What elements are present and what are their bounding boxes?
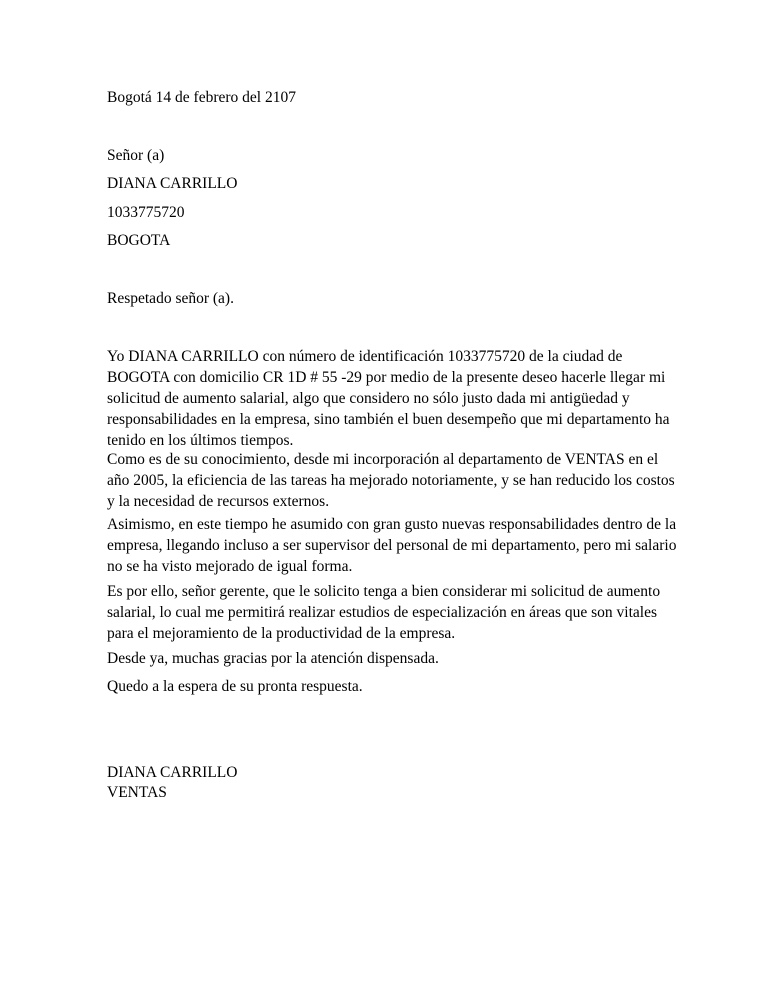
paragraph-line: BOGOTA con domicilio CR 1D # 55 -29 por medio de la presente deseo hacerle llegar mi bbox=[107, 369, 666, 386]
paragraph-line: Asimismo, en este tiempo he asumido con gran gusto nuevas responsabilidades dentro de la bbox=[107, 516, 677, 533]
paragraph-line: responsabilidades en la empresa, sino también el buen desempeño que mi departamento ha bbox=[107, 411, 670, 428]
paragraph-line: solicitud de aumento salarial, algo que considero no sólo justo dada mi antigüedad y bbox=[107, 390, 630, 407]
paragraph-line: Yo DIANA CARRILLO con número de identificación 1033775720 de la ciudad de bbox=[107, 348, 623, 365]
paragraph-3 bbox=[107, 514, 677, 577]
paragraph-5 bbox=[107, 648, 663, 669]
greeting: Respetado señor (a). bbox=[107, 290, 234, 307]
salutation-title: Señor (a) bbox=[107, 147, 165, 164]
paragraph-6 bbox=[107, 676, 663, 697]
recipient-id: 1033775720 bbox=[107, 204, 185, 221]
signature-name: DIANA CARRILLO bbox=[107, 764, 238, 781]
paragraph-line: para el mejoramiento de la productividad de la empresa. bbox=[107, 625, 456, 642]
paragraph-4 bbox=[107, 581, 663, 644]
paragraph-1 bbox=[107, 346, 670, 451]
paragraph-line: Desde ya, muchas gracias por la atención dispensada. bbox=[107, 650, 439, 667]
paragraph-line: empresa, llegando incluso a ser supervisor del personal de mi departamento, pero mi salario bbox=[107, 537, 677, 554]
paragraph-line: año 2005, la eficiencia de las tareas ha mejorado notoriamente, y se han reducido los costos bbox=[107, 472, 675, 489]
recipient-city: BOGOTA bbox=[107, 232, 171, 249]
recipient-name: DIANA CARRILLO bbox=[107, 175, 238, 192]
paragraph-line: no se ha visto mejorado de igual forma. bbox=[107, 558, 353, 575]
paragraph-line: y la necesidad de recursos externos. bbox=[107, 493, 330, 510]
paragraph-line: salarial, lo cual me permitirá realizar estudios de especialización en áreas que son vitales bbox=[107, 604, 658, 621]
date-line: Bogotá 14 de febrero del 2107 bbox=[107, 89, 296, 106]
paragraph-line: Es por ello, señor gerente, que le solicito tenga a bien considerar mi solicitud de aumento bbox=[107, 583, 661, 600]
paragraph-line: tenido en los últimos tiempos. bbox=[107, 432, 294, 449]
paragraph-2 bbox=[107, 449, 675, 512]
paragraph-line: Como es de su conocimiento, desde mi incorporación al departamento de VENTAS en el bbox=[107, 451, 659, 468]
signature-department: VENTAS bbox=[107, 784, 167, 801]
paragraph-line: Quedo a la espera de su pronta respuesta. bbox=[107, 678, 363, 695]
